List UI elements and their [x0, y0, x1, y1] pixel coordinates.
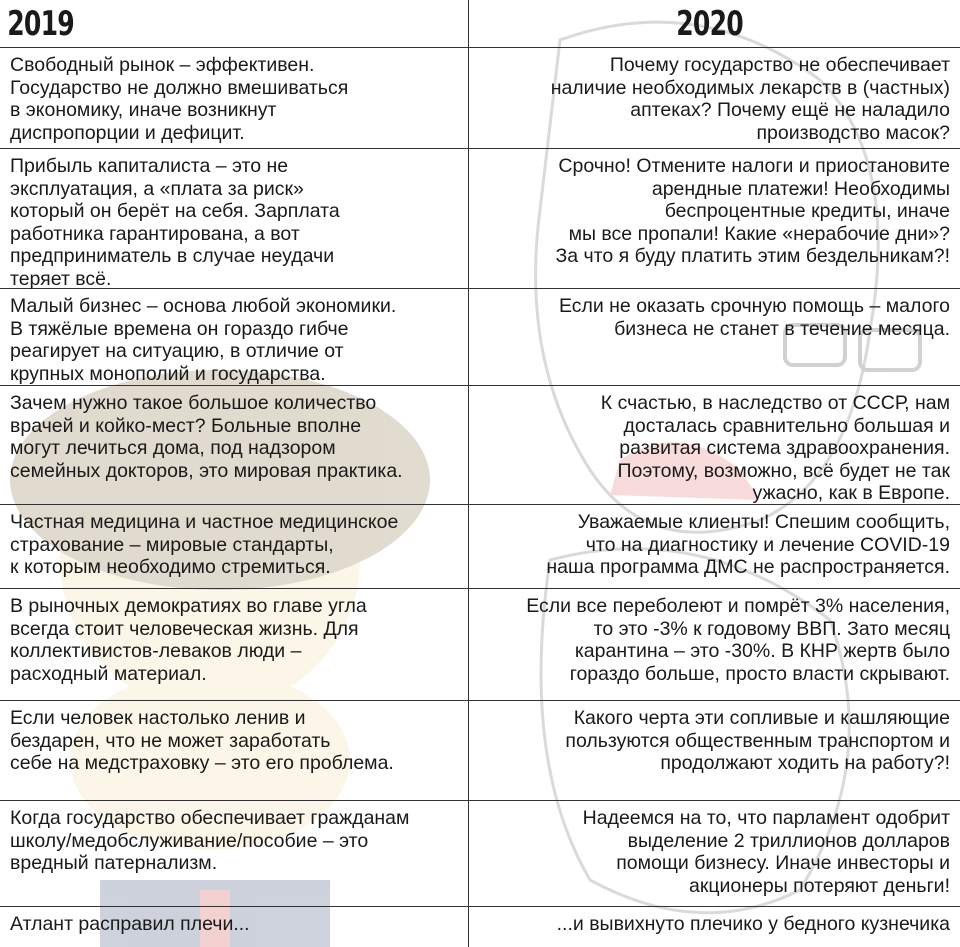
row-8-left-text: Когда государство обеспечивает гражданам школу/медобслуживание/пособие – это вредный патернализм. — [10, 807, 410, 874]
row-7-left — [0, 701, 469, 801]
row-3-right — [469, 289, 960, 386]
row-2-right — [469, 149, 960, 289]
row-1-right — [469, 48, 960, 149]
row-8-right-text: Надеемся на то, что парламент одобрит выделение 2 триллионов долларов помощи бизнесу. Иначе инвесторы и акционеры потеряют деньги! — [582, 807, 950, 897]
header-2020: 2020 — [469, 0, 960, 48]
row-2-left-text: Прибыль капиталиста – это не эксплуатация, а «плата за риск» который он берёт на себя. Зарплата работника гарантирована, а вот предприниматель в случае неудачи теряет всё. — [10, 155, 340, 290]
row-5-right — [469, 505, 960, 589]
row-9-right-text: ...и вывихнуто плечико у бедного кузнечика — [556, 913, 950, 935]
row-4-right — [469, 386, 960, 505]
row-5-left — [0, 505, 469, 589]
row-2-right-text: Срочно! Отмените налоги и приостановите арендные платежи! Необходимы беспроцентные кредиты, иначе мы все пропали! Какие «нерабочие дни»? За что я буду платить этим бездельникам?! — [555, 155, 950, 267]
row-3-left-text: Малый бизнес – основа любой экономики. В тяжёлые времена он гораздо гибче реагирует на ситуацию, в отличие от крупных монополий и государства. — [10, 295, 397, 385]
row-8-left — [0, 801, 469, 907]
row-5-left-text: Частная медицина и частное медицинское страхование – мировые стандарты, к которым необходимо стремиться. — [10, 511, 399, 578]
row-6-left-text: В рыночных демократиях во главе угла всегда стоит человеческая жизнь. Для коллективистов-леваков люди – расходный материал. — [10, 595, 367, 685]
row-4-left — [0, 386, 469, 505]
row-8-right — [469, 801, 960, 907]
row-4-right-text: К счастью, в наследство от СССР, нам досталась сравнительно большая и развитая система здравоохранения. Поэтому, возможно, всё будет не так ужасно, как в Европе. — [600, 392, 950, 504]
row-6-left — [0, 589, 469, 701]
row-9-right — [469, 907, 960, 947]
row-7-right-text: Какого черта эти сопливые и кашляющие пользуются общественным транспортом и продолжают ходить на работу?! — [565, 707, 950, 774]
row-3-right-text: Если не оказать срочную помощь – малого бизнеса не станет в течение месяца. — [558, 295, 950, 340]
row-4-left-text: Зачем нужно такое большое количество врачей и койко-мест? Больные вполне могут лечиться дома, под надзором семейных докторов, это мировая практика. — [10, 392, 403, 482]
row-1-right-text: Почему государство не обеспечивает наличие необходимых лекарств в (частных) аптеках? Почему ещё не наладило производство масок? — [550, 54, 950, 144]
row-2-left — [0, 149, 469, 289]
row-3-left — [0, 289, 469, 386]
row-7-right — [469, 701, 960, 801]
header-2019: 2019 — [0, 0, 469, 48]
row-6-right — [469, 589, 960, 701]
row-7-left-text: Если человек настолько ленив и бездарен, что не может заработать себе на медстраховку – это его проблема. — [10, 707, 394, 774]
row-9-left-text: Атлант расправил плечи... — [10, 913, 250, 935]
row-1-left-text: Свободный рынок – эффективен. Государство не должно вмешиваться в экономику, иначе возникнут диспропорции и дефицит. — [10, 54, 349, 144]
row-1-left — [0, 48, 469, 149]
row-9-left — [0, 907, 469, 947]
row-5-right-text: Уважаемые клиенты! Спешим сообщить, что на диагностику и лечение COVID-19 наша программа ДМС не распространяется. — [546, 511, 950, 578]
row-6-right-text: Если все переболеют и помрёт 3% населения, то это -3% к годовому ВВП. Зато месяц карантина – это -30%. В КНР жертв было гораздо больше, просто власти скрывают. — [526, 595, 950, 685]
